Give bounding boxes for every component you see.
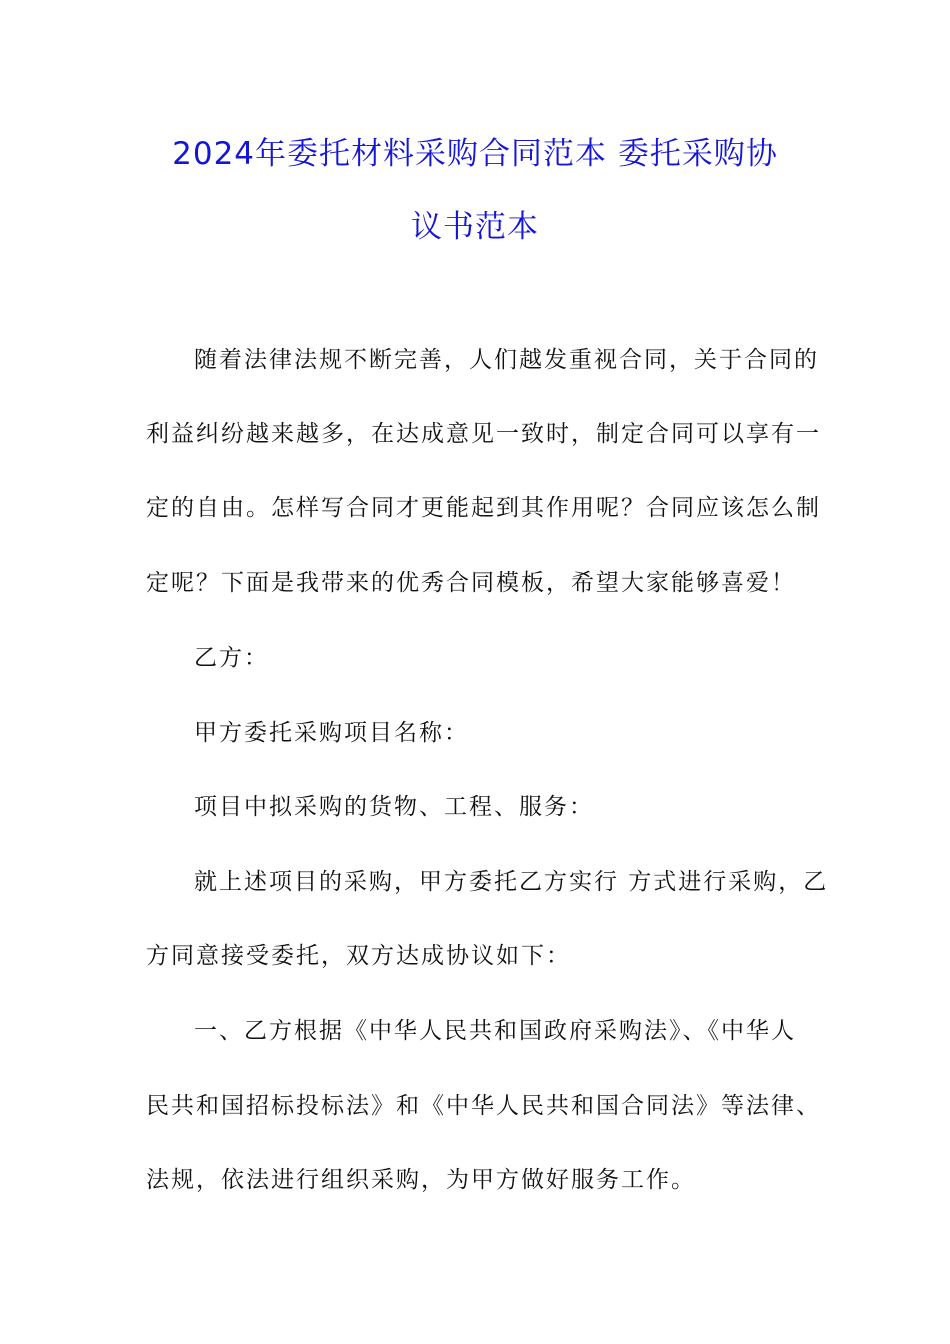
body-line: 一、乙方根据《中华人民共和国政府采购法》、《中华人 <box>194 1018 796 1044</box>
body-line: 民共和国招标投标法》和《中华人民共和国合同法》等法律、 <box>146 1093 821 1119</box>
body-line: 就上述项目的采购，甲方委托乙方实行 方式进行采购，乙 <box>194 869 829 895</box>
body-line: 定的自由。怎样写合同才更能起到其作用呢？合同应该怎么制 <box>146 495 821 521</box>
body-line: 随着法律法规不断完善，人们越发重视合同，关于合同的 <box>194 347 819 373</box>
body-line: 乙方： <box>194 645 269 671</box>
body-line: 项目中拟采购的货物、工程、服务： <box>194 794 594 820</box>
document-title-line-1: 2024年委托材料采购合同范本 委托采购协 <box>172 136 778 172</box>
body-line: 法规，依法进行组织采购，为甲方做好服务工作。 <box>146 1167 696 1193</box>
body-line: 定呢？下面是我带来的优秀合同模板，希望大家能够喜爱！ <box>146 570 796 596</box>
document-title-line-2: 议书范本 <box>411 209 539 245</box>
body-line: 利益纠纷越来越多，在达成意见一致时，制定合同可以享有一 <box>146 421 821 447</box>
body-line: 甲方委托采购项目名称： <box>194 720 469 746</box>
body-line: 方同意接受委托，双方达成协议如下： <box>146 943 571 969</box>
